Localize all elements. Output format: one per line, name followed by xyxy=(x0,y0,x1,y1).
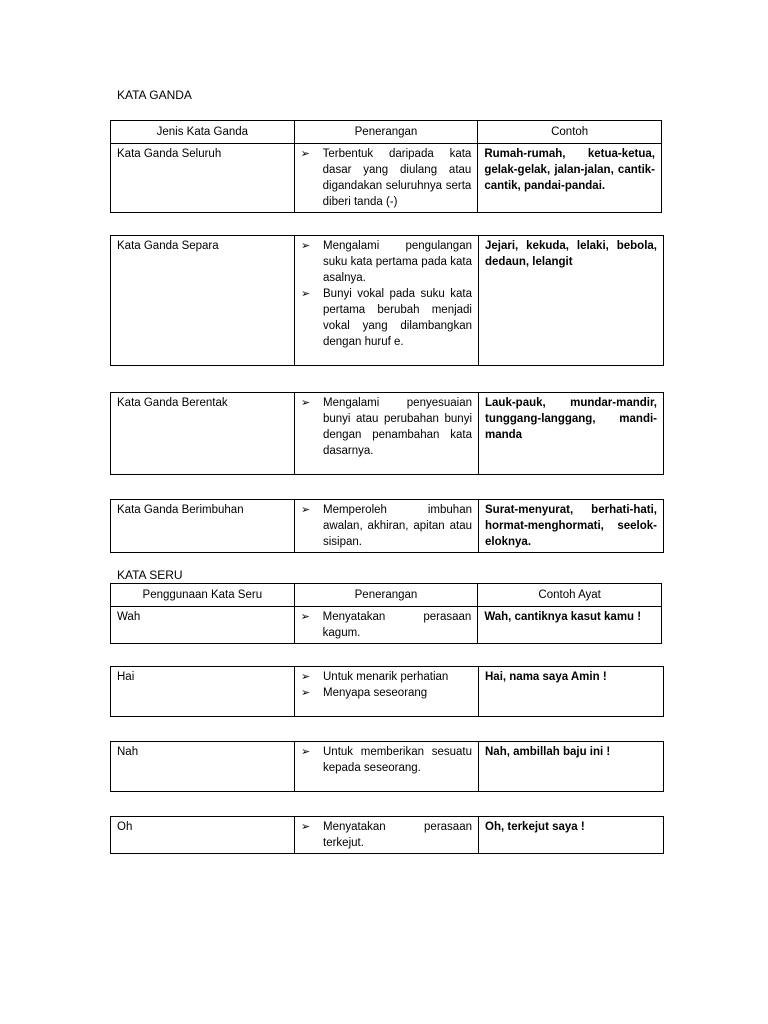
list-item: ➢ Mengalami penyesuaian bunyi atau perubahan bunyi dengan penambahan kata dasarnya. xyxy=(301,397,472,457)
contoh-cell: Nah, ambillah baju ini ! xyxy=(479,742,664,792)
contoh-cell: Hai, nama saya Amin ! xyxy=(479,667,664,717)
list-item: ➢ Bunyi vokal pada suku kata pertama berubah menjadi vokal yang dilambangkan dengan huruf e. xyxy=(301,288,472,348)
kata-seru-table-3 xyxy=(110,741,664,792)
kata-seru-table-4 xyxy=(110,816,664,854)
list-item: ➢ Menyatakan perasaan terkejut. xyxy=(301,821,472,849)
contoh-cell: Rumah-rumah, ketua-ketua, gelak-gelak, jalan-jalan, cantik-cantik, pandai-pandai. xyxy=(478,144,662,213)
arrow-bullet-icon: ➢ xyxy=(300,611,310,623)
jenis-cell: Wah xyxy=(111,607,295,644)
arrow-bullet-icon: ➢ xyxy=(301,240,311,252)
jenis-cell: Kata Ganda Seluruh xyxy=(111,144,295,213)
table-row xyxy=(111,607,662,644)
penerangan-cell xyxy=(295,742,479,792)
kata-ganda-table-1 xyxy=(110,120,662,213)
list-item: ➢ Memperoleh imbuhan awalan, akhiran, apitan atau sisipan. xyxy=(301,504,472,548)
table-row xyxy=(111,667,664,717)
penerangan-cell xyxy=(295,500,479,553)
penerangan-cell xyxy=(294,144,478,213)
list-item: ➢ Menyapa seseorang xyxy=(301,687,428,699)
kata-seru-table-2 xyxy=(110,666,664,717)
penerangan-cell xyxy=(295,817,479,854)
contoh-cell: Oh, terkejut saya ! xyxy=(479,817,664,854)
penerangan-cell xyxy=(295,667,479,717)
jenis-cell: Kata Ganda Berimbuhan xyxy=(111,500,295,553)
arrow-bullet-icon: ➢ xyxy=(301,671,311,683)
arrow-bullet-icon: ➢ xyxy=(300,148,310,160)
arrow-bullet-icon: ➢ xyxy=(301,821,311,833)
kata-ganda-heading: KATA GANDA xyxy=(117,88,192,102)
table-row xyxy=(111,236,664,366)
jenis-cell: Hai xyxy=(111,667,295,717)
header-penerangan: Penerangan xyxy=(294,121,478,144)
header-penggunaan: Penggunaan Kata Seru xyxy=(111,584,295,607)
arrow-bullet-icon: ➢ xyxy=(301,687,311,699)
table-row xyxy=(111,817,664,854)
arrow-bullet-icon: ➢ xyxy=(301,288,311,300)
list-item: ➢ Untuk menarik perhatian xyxy=(301,671,449,683)
arrow-bullet-icon: ➢ xyxy=(301,397,311,409)
table-row xyxy=(111,742,664,792)
kata-ganda-table-2 xyxy=(110,235,664,366)
table-row xyxy=(111,144,662,213)
kata-ganda-table-3 xyxy=(110,392,664,475)
list-item: ➢ Menyatakan perasaan kagum. xyxy=(300,611,472,639)
contoh-cell: Jejari, kekuda, lelaki, bebola, dedaun, lelangit xyxy=(479,236,664,366)
kata-seru-table-1 xyxy=(110,583,662,644)
table-row xyxy=(111,500,664,553)
kata-seru-heading: KATA SERU xyxy=(117,568,183,582)
contoh-cell: Lauk-pauk, mundar-mandir, tunggang-langgang, mandi-manda xyxy=(479,393,664,475)
jenis-cell: Oh xyxy=(111,817,295,854)
penerangan-cell xyxy=(294,607,478,644)
header-jenis: Jenis Kata Ganda xyxy=(111,121,295,144)
kata-ganda-table-4 xyxy=(110,499,664,553)
list-item: ➢ Terbentuk daripada kata dasar yang diulang atau digandakan seluruhnya serta diberi tanda (-) xyxy=(300,148,472,208)
contoh-cell: Wah, cantiknya kasut kamu ! xyxy=(478,607,662,644)
header-contoh: Contoh xyxy=(478,121,662,144)
header-contoh-ayat: Contoh Ayat xyxy=(478,584,662,607)
jenis-cell: Kata Ganda Berentak xyxy=(111,393,295,475)
list-item: ➢ Mengalami pengulangan suku kata pertama pada kata asalnya. xyxy=(301,240,472,284)
arrow-bullet-icon: ➢ xyxy=(301,504,311,516)
jenis-cell: Kata Ganda Separa xyxy=(111,236,295,366)
penerangan-cell xyxy=(295,236,479,366)
penerangan-cell xyxy=(295,393,479,475)
arrow-bullet-icon: ➢ xyxy=(301,746,311,758)
contoh-cell: Surat-menyurat, berhati-hati, hormat-menghormati, seelok-eloknya. xyxy=(479,500,664,553)
list-item: ➢ Untuk memberikan sesuatu kepada seseorang. xyxy=(301,746,472,774)
header-penerangan: Penerangan xyxy=(294,584,478,607)
table-row xyxy=(111,393,664,475)
jenis-cell: Nah xyxy=(111,742,295,792)
